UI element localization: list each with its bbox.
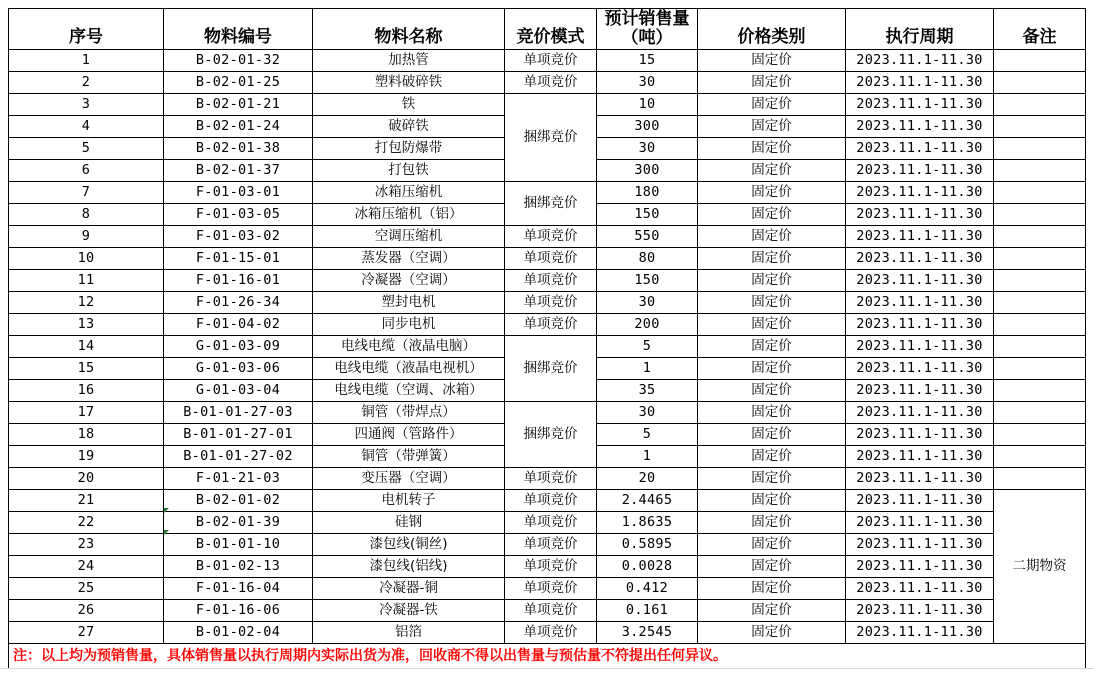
cell-name[interactable]: 破碎铁 <box>313 116 505 138</box>
table-row <box>9 270 1086 292</box>
table-row <box>9 512 1086 534</box>
cell-mode[interactable]: 单项竞价 <box>505 248 597 270</box>
cell-code[interactable]: F-01-15-01 <box>164 248 313 270</box>
cell-seq[interactable]: 14 <box>9 336 164 358</box>
cell-mode[interactable]: 单项竞价 <box>505 270 597 292</box>
table-row <box>9 600 1086 622</box>
table-row <box>9 50 1086 72</box>
table-row <box>9 314 1086 336</box>
cell-code[interactable]: G-01-03-06 <box>164 358 313 380</box>
cell-name[interactable]: 四通阀（管路件） <box>313 424 505 446</box>
cell-code[interactable]: B-02-01-32 <box>164 50 313 72</box>
cell-seq[interactable]: 16 <box>9 380 164 402</box>
cell-remark[interactable] <box>994 424 1086 446</box>
cell-seq[interactable]: 20 <box>9 468 164 490</box>
cell-name[interactable]: 电线电缆（空调、冰箱） <box>313 380 505 402</box>
cell-quantity[interactable]: 1 <box>597 358 698 380</box>
table-body <box>9 50 1086 644</box>
cell-quantity[interactable]: 0.412 <box>597 578 698 600</box>
header-price-type[interactable]: 价格类别 <box>698 9 846 50</box>
cell-mode[interactable]: 单项竞价 <box>505 314 597 336</box>
cell-remark[interactable] <box>994 248 1086 270</box>
cell-quantity[interactable]: 5 <box>597 424 698 446</box>
cell-mode[interactable]: 单项竞价 <box>505 226 597 248</box>
cell-remark[interactable] <box>994 402 1086 424</box>
cell-remark[interactable] <box>994 468 1086 490</box>
cell-mode[interactable]: 捆绑竞价 <box>505 182 597 226</box>
cell-price-type[interactable]: 固定价 <box>698 72 846 94</box>
cell-period[interactable]: 2023.11.1-11.30 <box>846 50 994 72</box>
table-row <box>9 622 1086 644</box>
cell-period[interactable]: 2023.11.1-11.30 <box>846 490 994 512</box>
cell-period[interactable]: 2023.11.1-11.30 <box>846 534 994 556</box>
cell-price-type[interactable]: 固定价 <box>698 556 846 578</box>
cell-price-type[interactable]: 固定价 <box>698 270 846 292</box>
cell-price-type[interactable]: 固定价 <box>698 578 846 600</box>
cell-code[interactable]: G-01-03-09 <box>164 336 313 358</box>
cell-period[interactable]: 2023.11.1-11.30 <box>846 138 994 160</box>
table-row <box>9 292 1086 314</box>
cell-seq[interactable]: 23 <box>9 534 164 556</box>
cell-code[interactable]: F-01-21-03 <box>164 468 313 490</box>
cell-price-type[interactable]: 固定价 <box>698 138 846 160</box>
cell-name[interactable]: 冷凝器-铜 <box>313 578 505 600</box>
cell-name[interactable]: 电线电缆（液晶电脑） <box>313 336 505 358</box>
cell-code[interactable]: B-02-01-39 <box>164 512 313 534</box>
cell-code[interactable]: B-01-01-27-03 <box>164 402 313 424</box>
cell-seq[interactable]: 13 <box>9 314 164 336</box>
cell-name[interactable]: 漆包线(铜丝) <box>313 534 505 556</box>
cell-price-type[interactable]: 固定价 <box>698 512 846 534</box>
cell-code[interactable]: F-01-03-02 <box>164 226 313 248</box>
cell-period[interactable]: 2023.11.1-11.30 <box>846 94 994 116</box>
header-code[interactable]: 物料编号 <box>164 9 313 50</box>
cell-period[interactable]: 2023.11.1-11.30 <box>846 226 994 248</box>
table-row <box>9 534 1086 556</box>
cell-price-type[interactable]: 固定价 <box>698 600 846 622</box>
cell-remark[interactable] <box>994 270 1086 292</box>
cell-seq[interactable]: 10 <box>9 248 164 270</box>
header-name[interactable]: 物料名称 <box>313 9 505 50</box>
cell-period[interactable]: 2023.11.1-11.30 <box>846 578 994 600</box>
table-row <box>9 72 1086 94</box>
cell-period[interactable]: 2023.11.1-11.30 <box>846 556 994 578</box>
cell-quantity[interactable]: 80 <box>597 248 698 270</box>
cell-mode[interactable]: 单项竞价 <box>505 490 597 512</box>
cell-quantity[interactable]: 30 <box>597 138 698 160</box>
table-row <box>9 226 1086 248</box>
cell-quantity[interactable]: 0.5895 <box>597 534 698 556</box>
sheet-bottom-gridline <box>0 668 1094 669</box>
cell-seq[interactable]: 21 <box>9 490 164 512</box>
cell-quantity[interactable]: 35 <box>597 380 698 402</box>
cell-seq[interactable]: 26 <box>9 600 164 622</box>
cell-remark[interactable] <box>994 72 1086 94</box>
cell-price-type[interactable]: 固定价 <box>698 424 846 446</box>
cell-remark[interactable] <box>994 50 1086 72</box>
cell-price-type[interactable]: 固定价 <box>698 358 846 380</box>
cell-name[interactable]: 变压器（空调） <box>313 468 505 490</box>
cell-quantity[interactable]: 10 <box>597 94 698 116</box>
cell-name[interactable]: 塑料破碎铁 <box>313 72 505 94</box>
cell-period[interactable]: 2023.11.1-11.30 <box>846 424 994 446</box>
cell-code[interactable]: F-01-16-01 <box>164 270 313 292</box>
cell-name[interactable]: 加热管 <box>313 50 505 72</box>
cell-period[interactable]: 2023.11.1-11.30 <box>846 468 994 490</box>
cell-remark[interactable] <box>994 358 1086 380</box>
cell-price-type[interactable]: 固定价 <box>698 490 846 512</box>
cell-mode[interactable]: 单项竞价 <box>505 578 597 600</box>
cell-mode[interactable]: 单项竞价 <box>505 556 597 578</box>
cell-name[interactable]: 冰箱压缩机（铝） <box>313 204 505 226</box>
material-table <box>8 8 1086 669</box>
cell-seq[interactable]: 22 <box>9 512 164 534</box>
cell-remark[interactable]: 二期物资 <box>994 490 1086 644</box>
cell-code[interactable]: F-01-26-34 <box>164 292 313 314</box>
cell-name[interactable]: 电线电缆（液晶电视机） <box>313 358 505 380</box>
cell-seq[interactable]: 18 <box>9 424 164 446</box>
cell-remark[interactable] <box>994 446 1086 468</box>
cell-quantity[interactable]: 1 <box>597 446 698 468</box>
cell-mode[interactable]: 单项竞价 <box>505 72 597 94</box>
cell-name[interactable]: 冰箱压缩机 <box>313 182 505 204</box>
cell-price-type[interactable]: 固定价 <box>698 182 846 204</box>
cell-remark[interactable] <box>994 204 1086 226</box>
cell-price-type[interactable]: 固定价 <box>698 446 846 468</box>
footer-note[interactable]: 注：以上均为预销售量，具体销售量以执行周期内实际出货为准，回收商不得以出售量与预估量不符提出任何异议。 <box>9 644 1086 669</box>
cell-price-type[interactable]: 固定价 <box>698 402 846 424</box>
table-row <box>9 490 1086 512</box>
cell-name[interactable]: 冷凝器-铁 <box>313 600 505 622</box>
cell-code[interactable]: B-01-02-13 <box>164 556 313 578</box>
cell-price-type[interactable]: 固定价 <box>698 116 846 138</box>
cell-mode[interactable]: 单项竞价 <box>505 512 597 534</box>
cell-period[interactable]: 2023.11.1-11.30 <box>846 204 994 226</box>
cell-mode[interactable]: 单项竞价 <box>505 50 597 72</box>
cell-seq[interactable]: 8 <box>9 204 164 226</box>
cell-name[interactable]: 打包铁 <box>313 160 505 182</box>
cell-period[interactable]: 2023.11.1-11.30 <box>846 292 994 314</box>
cell-code[interactable]: B-02-01-37 <box>164 160 313 182</box>
cell-period[interactable]: 2023.11.1-11.30 <box>846 622 994 644</box>
cell-seq[interactable]: 1 <box>9 50 164 72</box>
header-quantity-line2: （吨） <box>621 28 673 48</box>
cell-period[interactable]: 2023.11.1-11.30 <box>846 160 994 182</box>
cell-name[interactable]: 电机转子 <box>313 490 505 512</box>
cell-quantity[interactable]: 15 <box>597 50 698 72</box>
cell-period[interactable]: 2023.11.1-11.30 <box>846 446 994 468</box>
cell-period[interactable]: 2023.11.1-11.30 <box>846 116 994 138</box>
cell-price-type[interactable]: 固定价 <box>698 292 846 314</box>
cell-quantity[interactable]: 30 <box>597 292 698 314</box>
cell-price-type[interactable]: 固定价 <box>698 50 846 72</box>
cell-name[interactable]: 铜管（带焊点） <box>313 402 505 424</box>
header-period[interactable]: 执行周期 <box>846 9 994 50</box>
cell-name[interactable]: 冷凝器（空调） <box>313 270 505 292</box>
cell-code[interactable]: F-01-04-02 <box>164 314 313 336</box>
cell-code[interactable]: B-01-01-27-01 <box>164 424 313 446</box>
cell-period[interactable]: 2023.11.1-11.30 <box>846 248 994 270</box>
cell-seq[interactable]: 27 <box>9 622 164 644</box>
cell-quantity[interactable]: 3.2545 <box>597 622 698 644</box>
header-quantity[interactable] <box>597 9 698 50</box>
cell-comment-marker <box>164 508 169 513</box>
cell-price-type[interactable]: 固定价 <box>698 622 846 644</box>
cell-name[interactable]: 空调压缩机 <box>313 226 505 248</box>
cell-code[interactable]: F-01-03-01 <box>164 182 313 204</box>
cell-seq[interactable]: 25 <box>9 578 164 600</box>
table-row <box>9 556 1086 578</box>
cell-seq[interactable]: 3 <box>9 94 164 116</box>
cell-name[interactable]: 铜管（带弹簧） <box>313 446 505 468</box>
cell-code[interactable]: B-02-01-24 <box>164 116 313 138</box>
cell-quantity[interactable]: 1.8635 <box>597 512 698 534</box>
cell-remark[interactable] <box>994 160 1086 182</box>
cell-remark[interactable] <box>994 314 1086 336</box>
table-row <box>9 402 1086 424</box>
cell-seq[interactable]: 15 <box>9 358 164 380</box>
cell-mode[interactable]: 捆绑竞价 <box>505 336 597 402</box>
cell-price-type[interactable]: 固定价 <box>698 248 846 270</box>
cell-code[interactable]: F-01-03-05 <box>164 204 313 226</box>
cell-period[interactable]: 2023.11.1-11.30 <box>846 380 994 402</box>
cell-remark[interactable] <box>994 226 1086 248</box>
cell-seq[interactable]: 17 <box>9 402 164 424</box>
cell-remark[interactable] <box>994 336 1086 358</box>
cell-quantity[interactable]: 20 <box>597 468 698 490</box>
cell-code[interactable]: B-02-01-21 <box>164 94 313 116</box>
cell-price-type[interactable]: 固定价 <box>698 204 846 226</box>
cell-code[interactable]: F-01-16-04 <box>164 578 313 600</box>
cell-seq[interactable]: 11 <box>9 270 164 292</box>
cell-price-type[interactable]: 固定价 <box>698 160 846 182</box>
cell-period[interactable]: 2023.11.1-11.30 <box>846 402 994 424</box>
header-mode[interactable]: 竞价模式 <box>505 9 597 50</box>
cell-name[interactable]: 漆包线(铝线) <box>313 556 505 578</box>
cell-seq[interactable]: 7 <box>9 182 164 204</box>
table-row <box>9 578 1086 600</box>
cell-quantity[interactable]: 5 <box>597 336 698 358</box>
table-row <box>9 248 1086 270</box>
cell-price-type[interactable]: 固定价 <box>698 94 846 116</box>
cell-mode[interactable]: 捆绑竞价 <box>505 94 597 182</box>
footer-row <box>9 644 1086 669</box>
cell-quantity[interactable]: 30 <box>597 402 698 424</box>
cell-mode[interactable]: 单项竞价 <box>505 534 597 556</box>
cell-name[interactable]: 蒸发器（空调） <box>313 248 505 270</box>
cell-price-type[interactable]: 固定价 <box>698 468 846 490</box>
cell-comment-marker <box>164 530 169 535</box>
cell-period[interactable]: 2023.11.1-11.30 <box>846 314 994 336</box>
cell-name[interactable]: 铁 <box>313 94 505 116</box>
cell-code[interactable]: B-01-02-04 <box>164 622 313 644</box>
cell-remark[interactable] <box>994 116 1086 138</box>
cell-mode[interactable]: 捆绑竞价 <box>505 402 597 468</box>
cell-seq[interactable]: 19 <box>9 446 164 468</box>
cell-period[interactable]: 2023.11.1-11.30 <box>846 72 994 94</box>
cell-quantity[interactable]: 180 <box>597 182 698 204</box>
cell-quantity[interactable]: 0.161 <box>597 600 698 622</box>
cell-period[interactable]: 2023.11.1-11.30 <box>846 600 994 622</box>
cell-remark[interactable] <box>994 182 1086 204</box>
table-row <box>9 182 1086 204</box>
cell-name[interactable]: 铝箔 <box>313 622 505 644</box>
cell-price-type[interactable]: 固定价 <box>698 534 846 556</box>
cell-quantity[interactable]: 300 <box>597 116 698 138</box>
cell-code[interactable]: F-01-16-06 <box>164 600 313 622</box>
table-row <box>9 468 1086 490</box>
cell-seq[interactable]: 24 <box>9 556 164 578</box>
cell-quantity[interactable]: 0.0028 <box>597 556 698 578</box>
cell-mode[interactable]: 单项竞价 <box>505 468 597 490</box>
cell-code[interactable]: G-01-03-04 <box>164 380 313 402</box>
cell-period[interactable]: 2023.11.1-11.30 <box>846 270 994 292</box>
cell-price-type[interactable]: 固定价 <box>698 380 846 402</box>
header-remark[interactable]: 备注 <box>994 9 1086 50</box>
cell-seq[interactable]: 2 <box>9 72 164 94</box>
cell-name[interactable]: 同步电机 <box>313 314 505 336</box>
cell-quantity[interactable]: 150 <box>597 204 698 226</box>
cell-name[interactable]: 硅钢 <box>313 512 505 534</box>
cell-remark[interactable] <box>994 138 1086 160</box>
header-quantity-line1: 预计销售量 <box>604 9 690 29</box>
cell-name[interactable]: 打包防爆带 <box>313 138 505 160</box>
cell-quantity[interactable]: 2.4465 <box>597 490 698 512</box>
cell-quantity[interactable]: 200 <box>597 314 698 336</box>
cell-period[interactable]: 2023.11.1-11.30 <box>846 358 994 380</box>
cell-remark[interactable] <box>994 380 1086 402</box>
header-seq[interactable]: 序号 <box>9 9 164 50</box>
cell-price-type[interactable]: 固定价 <box>698 226 846 248</box>
cell-mode[interactable]: 单项竞价 <box>505 600 597 622</box>
cell-remark[interactable] <box>994 292 1086 314</box>
cell-code[interactable]: B-01-01-10 <box>164 534 313 556</box>
cell-seq[interactable]: 5 <box>9 138 164 160</box>
cell-code[interactable]: B-01-01-27-02 <box>164 446 313 468</box>
cell-mode[interactable]: 单项竞价 <box>505 622 597 644</box>
table-row <box>9 336 1086 358</box>
cell-code[interactable]: B-02-01-38 <box>164 138 313 160</box>
cell-quantity[interactable]: 300 <box>597 160 698 182</box>
cell-seq[interactable]: 9 <box>9 226 164 248</box>
cell-seq[interactable]: 4 <box>9 116 164 138</box>
cell-name[interactable]: 塑封电机 <box>313 292 505 314</box>
cell-price-type[interactable]: 固定价 <box>698 336 846 358</box>
cell-mode[interactable]: 单项竞价 <box>505 292 597 314</box>
cell-code[interactable]: B-02-01-25 <box>164 72 313 94</box>
cell-code[interactable]: B-02-01-02 <box>164 490 313 512</box>
cell-seq[interactable]: 12 <box>9 292 164 314</box>
cell-price-type[interactable]: 固定价 <box>698 314 846 336</box>
cell-period[interactable]: 2023.11.1-11.30 <box>846 336 994 358</box>
cell-quantity[interactable]: 30 <box>597 72 698 94</box>
cell-quantity[interactable]: 550 <box>597 226 698 248</box>
cell-period[interactable]: 2023.11.1-11.30 <box>846 512 994 534</box>
cell-quantity[interactable]: 150 <box>597 270 698 292</box>
cell-period[interactable]: 2023.11.1-11.30 <box>846 182 994 204</box>
cell-remark[interactable] <box>994 94 1086 116</box>
header-row <box>9 9 1086 50</box>
cell-seq[interactable]: 6 <box>9 160 164 182</box>
table-row <box>9 94 1086 116</box>
